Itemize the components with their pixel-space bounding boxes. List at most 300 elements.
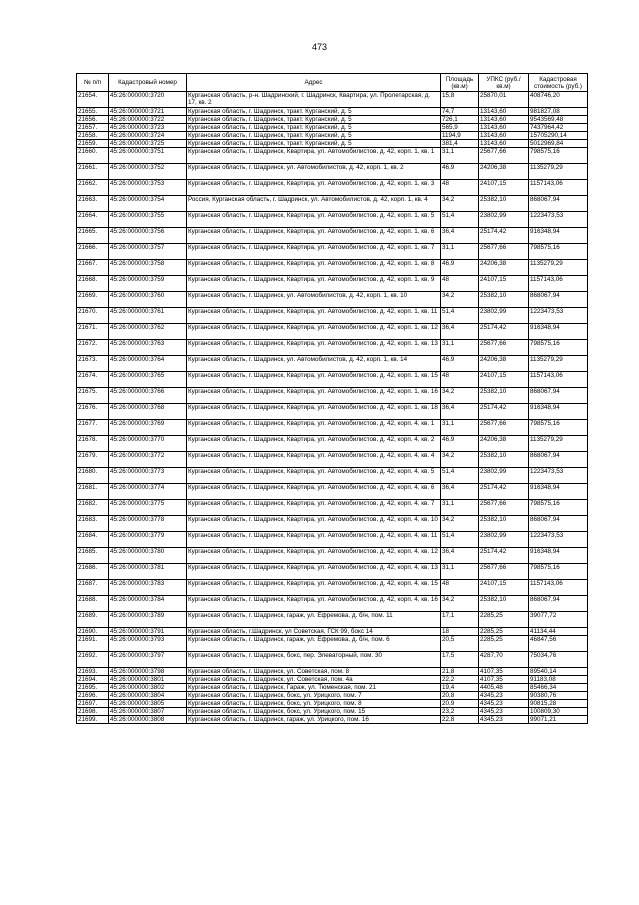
area-cell: 31,1: [441, 564, 479, 580]
cadastral-value-cell: 408746,20: [529, 92, 588, 108]
cadastral-value-cell: 1157143,06: [529, 580, 588, 596]
upks-cell: 24107,15: [479, 276, 529, 292]
cadastral-number-cell: 45:26:000000:3781: [109, 564, 187, 580]
table-row: [77, 500, 588, 516]
cadastral-value-cell: 868067,94: [529, 196, 588, 212]
table-row: [77, 308, 588, 324]
cadastral-number-cell: 45:26:000000:3762: [109, 324, 187, 340]
table-row: [77, 124, 588, 132]
cadastral-number-cell: 45:26:000000:3764: [109, 356, 187, 372]
address-cell: Курганская область, г.Шадринск, ул Советская, ГСК 99, бокс 14: [187, 628, 441, 636]
area-cell: 381,4: [441, 140, 479, 148]
table-row: [77, 580, 588, 596]
row-number-cell: 21698.: [77, 708, 109, 716]
upks-cell: 23802,99: [479, 468, 529, 484]
area-cell: 17,5: [441, 652, 479, 668]
cadastral-value-cell: 75034,76: [529, 652, 588, 668]
cadastral-value-cell: 916348,94: [529, 484, 588, 500]
cadastral-number-cell: 45:26:000000:3797: [109, 652, 187, 668]
area-cell: 51,4: [441, 308, 479, 324]
table-row: [77, 468, 588, 484]
table-row: [77, 116, 588, 124]
address-cell: Курганская область, г. Шадринск, бокс, ул. Урицкого, пом. 15: [187, 708, 441, 716]
row-number-cell: 21673.: [77, 356, 109, 372]
area-cell: 46,9: [441, 356, 479, 372]
address-cell: Курганская область, г. Шадринск, Квартира, ул. Автомобилистов, д. 42, корп. 4, кв. 10: [187, 516, 441, 532]
row-number-cell: 21697.: [77, 700, 109, 708]
table-row: [77, 692, 588, 700]
cadastral-number-cell: 45:26:000000:3757: [109, 244, 187, 260]
area-cell: 34,2: [441, 452, 479, 468]
table-row: [77, 516, 588, 532]
area-cell: 48: [441, 180, 479, 196]
cadastral-value-cell: 90815,28: [529, 700, 588, 708]
cadastral-value-cell: 981827,08: [529, 108, 588, 116]
address-cell: Курганская область, г. Шадринск, тракт. Курганский, д. 5: [187, 132, 441, 140]
area-cell: 15,8: [441, 92, 479, 108]
row-number-cell: 21689.: [77, 612, 109, 628]
address-cell: Курганская область, г. Шадринск, Квартира, ул. Автомобилистов, д. 42, корп. 4, кв. 13: [187, 564, 441, 580]
upks-cell: 13143,60: [479, 132, 529, 140]
address-cell: Курганская область, г. Шадринск, Квартира, ул. Автомобилистов, д. 42, корп. 4, кв. 2: [187, 436, 441, 452]
area-cell: 726,1: [441, 116, 479, 124]
row-number-cell: 21693.: [77, 668, 109, 676]
address-cell: Курганская область, г. Шадринск, Квартира, ул. Автомобилистов, д. 42, корп. 4, кв. 11: [187, 532, 441, 548]
header-address: Адрес: [187, 74, 441, 92]
upks-cell: 25174,42: [479, 484, 529, 500]
cadastral-number-cell: 45:26:000000:3725: [109, 140, 187, 148]
upks-cell: 24107,15: [479, 180, 529, 196]
table-row: [77, 372, 588, 388]
table-row: [77, 484, 588, 500]
upks-cell: 25174,42: [479, 404, 529, 420]
area-cell: 48: [441, 580, 479, 596]
table-row: [77, 148, 588, 164]
area-cell: 34,2: [441, 596, 479, 612]
area-cell: 31,1: [441, 340, 479, 356]
cadastral-value-cell: 916348,94: [529, 548, 588, 564]
row-number-cell: 21655.: [77, 108, 109, 116]
address-cell: Курганская область, г. Шадринск, гараж, ул. Ефремова, д. б/н, пом. 6: [187, 636, 441, 652]
area-cell: 74,7: [441, 108, 479, 116]
area-cell: 48: [441, 276, 479, 292]
table-row: [77, 596, 588, 612]
cadastral-value-cell: 1223473,53: [529, 532, 588, 548]
area-cell: 20,8: [441, 692, 479, 700]
area-cell: 22,2: [441, 676, 479, 684]
upks-cell: 2285,25: [479, 636, 529, 652]
row-number-cell: 21657.: [77, 124, 109, 132]
upks-cell: 25382,10: [479, 596, 529, 612]
row-number-cell: 21680.: [77, 468, 109, 484]
table-row: [77, 356, 588, 372]
cadastral-value-cell: 868067,94: [529, 292, 588, 308]
upks-cell: 25382,10: [479, 516, 529, 532]
cadastral-value-cell: 798575,16: [529, 244, 588, 260]
cadastral-value-cell: 91183,08: [529, 676, 588, 684]
upks-cell: 25382,10: [479, 196, 529, 212]
cadastral-value-cell: 1157143,06: [529, 276, 588, 292]
address-cell: Курганская область, г. Шадринск, Квартира, ул. Автомобилистов, д. 42, корп. 1, кв. 8: [187, 260, 441, 276]
table-row: [77, 652, 588, 668]
upks-cell: 13143,60: [479, 140, 529, 148]
area-cell: 19,4: [441, 684, 479, 692]
table-row: [77, 140, 588, 148]
row-number-cell: 21675.: [77, 388, 109, 404]
row-number-cell: 21679.: [77, 452, 109, 468]
row-number-cell: 21681.: [77, 484, 109, 500]
cadastral-number-cell: 45:26:000000:3770: [109, 436, 187, 452]
upks-cell: 25174,42: [479, 548, 529, 564]
area-cell: 18: [441, 628, 479, 636]
cadastral-number-cell: 45:26:000000:3780: [109, 548, 187, 564]
address-cell: Курганская область, г. Шадринск, ул. Автомобилистов, д. 42, корп. 1, кв. 10: [187, 292, 441, 308]
table-row: [77, 212, 588, 228]
upks-cell: 23802,99: [479, 532, 529, 548]
cadastral-value-cell: 916348,94: [529, 404, 588, 420]
area-cell: 31,1: [441, 420, 479, 436]
cadastral-number-cell: 45:26:000000:3801: [109, 676, 187, 684]
address-cell: Курганская область, г. Шадринск, Квартира, ул. Автомобилистов, д. 42, корп. 1, кв. 11: [187, 308, 441, 324]
upks-cell: 4405,48: [479, 684, 529, 692]
table-row: [77, 636, 588, 652]
row-number-cell: 21695.: [77, 684, 109, 692]
cadastral-value-cell: 798575,16: [529, 500, 588, 516]
table-row: [77, 388, 588, 404]
area-cell: 22,8: [441, 716, 479, 724]
row-number-cell: 21682.: [77, 500, 109, 516]
address-cell: Курганская область, г. Шадринск, ул. Советская, пом. 4а: [187, 676, 441, 684]
address-cell: Курганская область, г. Шадринск, тракт. Курганский, д. 5: [187, 124, 441, 132]
upks-cell: 25174,42: [479, 324, 529, 340]
upks-cell: 4107,35: [479, 676, 529, 684]
table-row: [77, 108, 588, 116]
table-row: [77, 700, 588, 708]
table-row: [77, 92, 588, 108]
address-cell: Курганская область, г. Шадринск, Квартира, ул. Автомобилистов, д. 42, корп. 4, кв. 7: [187, 500, 441, 516]
row-number-cell: 21656.: [77, 116, 109, 124]
row-number-cell: 21660.: [77, 148, 109, 164]
address-cell: Курганская область, г. Шадринск, гараж, ул. Ефремова, д. б/н, пом. 11: [187, 612, 441, 628]
table-row: [77, 292, 588, 308]
table-row: [77, 564, 588, 580]
address-cell: Курганская область, г. Шадринск, бокс, пер. Элеваторный, пом. 30: [187, 652, 441, 668]
cadastral-value-cell: 798575,16: [529, 148, 588, 164]
table-row: [77, 180, 588, 196]
row-number-cell: 21677.: [77, 420, 109, 436]
address-cell: Курганская область, г. Шадринск, тракт. Курганский, д. 5: [187, 140, 441, 148]
area-cell: 17,1: [441, 612, 479, 628]
address-cell: Курганская область, г. Шадринск, ул. Советская, пом. 8: [187, 668, 441, 676]
header-upks: УПКС (руб./кв.м): [479, 74, 529, 92]
cadastral-number-cell: 45:26:000000:3765: [109, 372, 187, 388]
cadastral-number-cell: 45:26:000000:3760: [109, 292, 187, 308]
cadastral-number-cell: 45:26:000000:3784: [109, 596, 187, 612]
address-cell: Курганская область, г. Шадринск, Квартира, ул. Автомобилистов, д. 42, корп. 4, кв. 15: [187, 580, 441, 596]
row-number-cell: 21661.: [77, 164, 109, 180]
row-number-cell: 21687.: [77, 580, 109, 596]
table-row: [77, 164, 588, 180]
cadastral-number-cell: 45:26:000000:3766: [109, 388, 187, 404]
upks-cell: 4345,23: [479, 692, 529, 700]
cadastral-value-cell: 7437964,42: [529, 124, 588, 132]
row-number-cell: 21678.: [77, 436, 109, 452]
cadastral-number-cell: 45:26:000000:3768: [109, 404, 187, 420]
area-cell: 1194,9: [441, 132, 479, 140]
row-number-cell: 21668.: [77, 276, 109, 292]
address-cell: Курганская область, г. Шадринск, Квартира, ул. Автомобилистов, д. 42, корп. 1, кв. 18: [187, 404, 441, 420]
upks-cell: 24107,15: [479, 580, 529, 596]
table-body: [77, 92, 588, 724]
row-number-cell: 21658.: [77, 132, 109, 140]
cadastral-value-cell: 868067,94: [529, 452, 588, 468]
area-cell: 565,9: [441, 124, 479, 132]
cadastral-number-cell: 45:26:000000:3721: [109, 108, 187, 116]
upks-cell: 25677,66: [479, 244, 529, 260]
address-cell: Курганская область, г. Шадринск, бокс, ул. Урицкого, пом. 8: [187, 700, 441, 708]
row-number-cell: 21669.: [77, 292, 109, 308]
cadastral-number-cell: 45:26:000000:3808: [109, 716, 187, 724]
table-row: [77, 228, 588, 244]
cadastral-number-cell: 45:26:000000:3798: [109, 668, 187, 676]
cadastral-value-cell: 85466,34: [529, 684, 588, 692]
upks-cell: 24107,15: [479, 372, 529, 388]
cadastral-value-cell: 868067,94: [529, 596, 588, 612]
area-cell: 34,2: [441, 516, 479, 532]
address-cell: Курганская область, г. Шадринск, Квартира, ул. Автомобилистов, д. 42, корп. 1, кв. 9: [187, 276, 441, 292]
cadastral-value-cell: 1223473,53: [529, 212, 588, 228]
cadastral-value-cell: 46847,56: [529, 636, 588, 652]
upks-cell: 25677,66: [479, 148, 529, 164]
cadastral-number-cell: 45:26:000000:3751: [109, 148, 187, 164]
row-number-cell: 21684.: [77, 532, 109, 548]
cadastral-number-cell: 45:26:000000:3802: [109, 684, 187, 692]
row-number-cell: 21692.: [77, 652, 109, 668]
cadastral-table: [76, 73, 588, 724]
area-cell: 36,4: [441, 548, 479, 564]
cadastral-value-cell: 1135279,29: [529, 436, 588, 452]
header-cadastral-number: Кадастровый номер: [109, 74, 187, 92]
table-row: [77, 132, 588, 140]
table-row: [77, 436, 588, 452]
row-number-cell: 21659.: [77, 140, 109, 148]
row-number-cell: 21674.: [77, 372, 109, 388]
cadastral-number-cell: 45:26:000000:3724: [109, 132, 187, 140]
cadastral-number-cell: 45:26:000000:3805: [109, 700, 187, 708]
cadastral-number-cell: 45:26:000000:3763: [109, 340, 187, 356]
table-row: [77, 244, 588, 260]
cadastral-number-cell: 45:26:000000:3783: [109, 580, 187, 596]
table-row: [77, 668, 588, 676]
cadastral-value-cell: 916348,94: [529, 228, 588, 244]
row-number-cell: 21694.: [77, 676, 109, 684]
table-row: [77, 260, 588, 276]
address-cell: Курганская область, г. Шадринск, Квартира, ул. Автомобилистов, д. 42, корп. 1, кв. 13: [187, 340, 441, 356]
cadastral-number-cell: 45:26:000000:3774: [109, 484, 187, 500]
cadastral-value-cell: 1135279,29: [529, 164, 588, 180]
area-cell: 48: [441, 372, 479, 388]
address-cell: Курганская область, г. Шадринск, Квартира, ул. Автомобилистов, д. 42, корп. 1, кв. 12: [187, 324, 441, 340]
cadastral-value-cell: 1157143,06: [529, 372, 588, 388]
cadastral-value-cell: 1223473,53: [529, 308, 588, 324]
area-cell: 46,9: [441, 164, 479, 180]
table-row: [77, 716, 588, 724]
cadastral-number-cell: 45:26:000000:3755: [109, 212, 187, 228]
address-cell: Курганская область, г. Шадринск, Квартира, ул. Автомобилистов, д. 42, корп. 4, кв. 16: [187, 596, 441, 612]
upks-cell: 4345,23: [479, 716, 529, 724]
cadastral-value-cell: 5012969,84: [529, 140, 588, 148]
upks-cell: 25382,10: [479, 388, 529, 404]
area-cell: 36,4: [441, 484, 479, 500]
row-number-cell: 21683.: [77, 516, 109, 532]
cadastral-value-cell: 1135279,29: [529, 260, 588, 276]
area-cell: 20,9: [441, 700, 479, 708]
table-row: [77, 532, 588, 548]
cadastral-value-cell: 798575,16: [529, 420, 588, 436]
address-cell: Курганская область, г. Шадринск, Квартира, ул. Автомобилистов, д. 42, корп. 1, кв. 15: [187, 372, 441, 388]
address-cell: Курганская область, г. Шадринск, бокс, ул. Урицкого, пом. 7: [187, 692, 441, 700]
cadastral-value-cell: 868067,94: [529, 388, 588, 404]
table-row: [77, 324, 588, 340]
upks-cell: 4107,35: [479, 668, 529, 676]
area-cell: 36,4: [441, 404, 479, 420]
row-number-cell: 21699.: [77, 716, 109, 724]
upks-cell: 25677,66: [479, 564, 529, 580]
row-number-cell: 21667.: [77, 260, 109, 276]
upks-cell: 25382,10: [479, 452, 529, 468]
row-number-cell: 21665.: [77, 228, 109, 244]
cadastral-number-cell: 45:26:000000:3754: [109, 196, 187, 212]
address-cell: Курганская область, г. Шадринск, тракт. Курганский, д. 5: [187, 108, 441, 116]
upks-cell: 13143,60: [479, 108, 529, 116]
row-number-cell: 21690.: [77, 628, 109, 636]
cadastral-number-cell: 45:26:000000:3775: [109, 500, 187, 516]
cadastral-value-cell: 1135279,29: [529, 356, 588, 372]
cadastral-value-cell: 798575,16: [529, 564, 588, 580]
cadastral-number-cell: 45:26:000000:3753: [109, 180, 187, 196]
upks-cell: 24206,38: [479, 436, 529, 452]
cadastral-value-cell: 41134,44: [529, 628, 588, 636]
upks-cell: 2285,25: [479, 628, 529, 636]
upks-cell: 24206,38: [479, 164, 529, 180]
area-cell: 23,2: [441, 708, 479, 716]
area-cell: 51,4: [441, 532, 479, 548]
cadastral-value-cell: 89540,14: [529, 668, 588, 676]
cadastral-number-cell: 45:26:000000:3769: [109, 420, 187, 436]
row-number-cell: 21666.: [77, 244, 109, 260]
area-cell: 51,4: [441, 212, 479, 228]
cadastral-value-cell: 798575,16: [529, 340, 588, 356]
row-number-cell: 21696.: [77, 692, 109, 700]
cadastral-number-cell: 45:26:000000:3789: [109, 612, 187, 628]
area-cell: 36,4: [441, 324, 479, 340]
cadastral-number-cell: 45:26:000000:3804: [109, 692, 187, 700]
cadastral-value-cell: 1157143,06: [529, 180, 588, 196]
cadastral-number-cell: 45:26:000000:3793: [109, 636, 187, 652]
cadastral-number-cell: 45:26:000000:3720: [109, 92, 187, 108]
area-cell: 31,1: [441, 148, 479, 164]
header-number: № п/п: [77, 74, 109, 92]
row-number-cell: 21662.: [77, 180, 109, 196]
row-number-cell: 21686.: [77, 564, 109, 580]
address-cell: Курганская область, г. Шадринск, Квартира, ул. Автомобилистов, д. 42, корп. 4, кв. 5: [187, 468, 441, 484]
row-number-cell: 21663.: [77, 196, 109, 212]
address-cell: Курганская область, р-н. Шадринский, г. Шадринск, Квартира, ул. Пролетарская, д. 17, кв. 2: [187, 92, 441, 108]
cadastral-number-cell: 45:26:000000:3778: [109, 516, 187, 532]
cadastral-value-cell: 100809,30: [529, 708, 588, 716]
cadastral-number-cell: 45:26:000000:3759: [109, 276, 187, 292]
upks-cell: 25677,66: [479, 340, 529, 356]
area-cell: 21,8: [441, 668, 479, 676]
cadastral-number-cell: 45:26:000000:3758: [109, 260, 187, 276]
upks-cell: 23802,99: [479, 308, 529, 324]
address-cell: Курганская область, г. Шадринск, Квартира, ул. Автомобилистов, д. 42, корп. 4, кв. 12: [187, 548, 441, 564]
address-cell: Россия, Курганская область, г. Шадринск, ул. Автомобилистов, д. 42, корп. 1, кв. 4: [187, 196, 441, 212]
row-number-cell: 21688.: [77, 596, 109, 612]
table-row: [77, 612, 588, 628]
cadastral-number-cell: 45:26:000000:3773: [109, 468, 187, 484]
cadastral-value-cell: 15705290,14: [529, 132, 588, 140]
table-row: [77, 404, 588, 420]
area-cell: 46,9: [441, 436, 479, 452]
upks-cell: 24206,38: [479, 260, 529, 276]
area-cell: 20,5: [441, 636, 479, 652]
area-cell: 31,1: [441, 244, 479, 260]
cadastral-number-cell: 45:26:000000:3791: [109, 628, 187, 636]
cadastral-value-cell: 90380,76: [529, 692, 588, 700]
upks-cell: 25870,01: [479, 92, 529, 108]
page-number: 473: [311, 42, 328, 52]
address-cell: Курганская область, г. Шадринск, Квартира, ул. Автомобилистов, д. 42, корп. 4, кв. 1: [187, 420, 441, 436]
row-number-cell: 21685.: [77, 548, 109, 564]
table-row: [77, 684, 588, 692]
cadastral-value-cell: 39077,72: [529, 612, 588, 628]
address-cell: Курганская область, г. Шадринск, тракт. Курганский, д. 5: [187, 116, 441, 124]
cadastral-value-cell: 99071,21: [529, 716, 588, 724]
upks-cell: 4287,70: [479, 652, 529, 668]
upks-cell: 25174,42: [479, 228, 529, 244]
upks-cell: 4345,23: [479, 700, 529, 708]
row-number-cell: 21654.: [77, 92, 109, 108]
address-cell: Курганская область, г. Шадринск, ул. Автомобилистов, д. 42, корп. 1, кв. 2: [187, 164, 441, 180]
table-row: [77, 708, 588, 716]
cadastral-number-cell: 45:26:000000:3722: [109, 116, 187, 124]
table-row: [77, 340, 588, 356]
table-row: [77, 548, 588, 564]
upks-cell: 24206,38: [479, 356, 529, 372]
upks-cell: 2285,25: [479, 612, 529, 628]
row-number-cell: 21676.: [77, 404, 109, 420]
cadastral-value-cell: 916348,94: [529, 324, 588, 340]
row-number-cell: 21672.: [77, 340, 109, 356]
table-row: [77, 276, 588, 292]
row-number-cell: 21691.: [77, 636, 109, 652]
row-number-cell: 21671.: [77, 324, 109, 340]
table-row: [77, 676, 588, 684]
upks-cell: 13143,60: [479, 116, 529, 124]
header-cadastral-value: Кадастровая стоимость (руб.): [529, 74, 588, 92]
upks-cell: 13143,60: [479, 124, 529, 132]
cadastral-value-cell: 868067,94: [529, 516, 588, 532]
cadastral-number-cell: 45:26:000000:3807: [109, 708, 187, 716]
upks-cell: 25677,66: [479, 420, 529, 436]
table-row: [77, 196, 588, 212]
cadastral-number-cell: 45:26:000000:3772: [109, 452, 187, 468]
table-header-row: [77, 74, 588, 92]
row-number-cell: 21670.: [77, 308, 109, 324]
header-area: Площадь (кв.м): [441, 74, 479, 92]
cadastral-value-cell: 9543569,48: [529, 116, 588, 124]
